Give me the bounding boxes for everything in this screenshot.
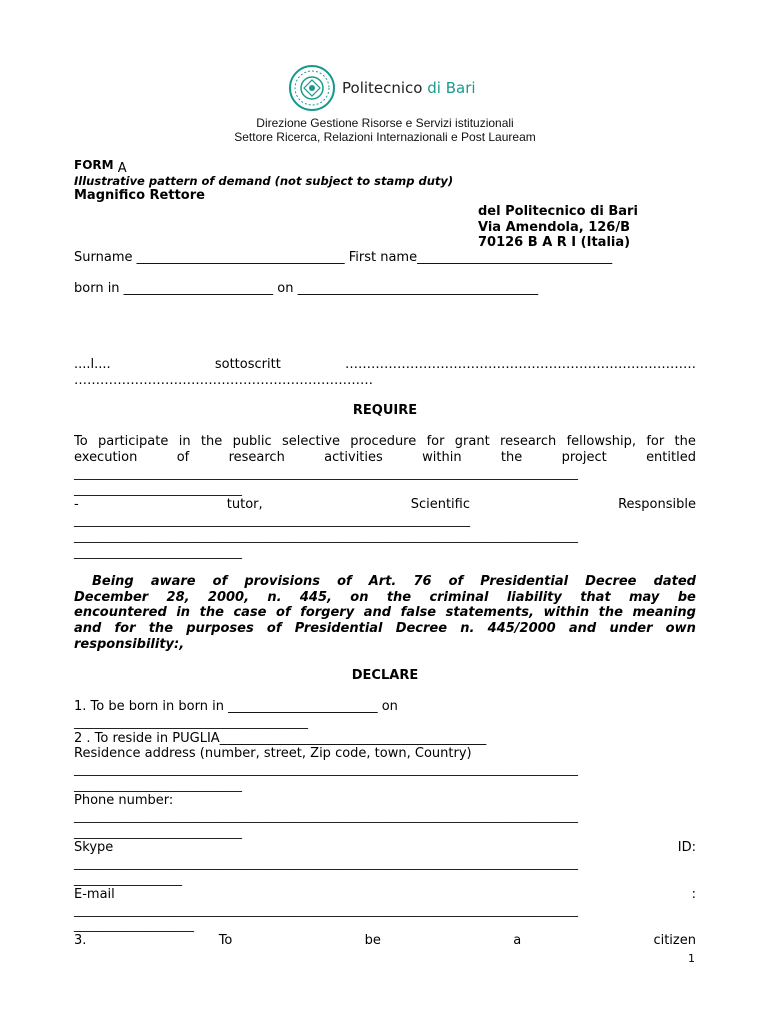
email-field-2[interactable]: ____________________ bbox=[74, 918, 194, 932]
email-field[interactable]: ____________________________________________________________________________________ bbox=[74, 903, 578, 917]
responsible-field-2[interactable]: ____________________________ bbox=[74, 545, 242, 559]
responsible-field[interactable]: ____________________________________________________________________________________ bbox=[74, 529, 578, 543]
aware-line-5: responsibility:, bbox=[74, 637, 185, 652]
project-title-field-2[interactable]: ____________________________ bbox=[74, 482, 242, 496]
residence-field[interactable]: ____________________________________________________________________________________ bbox=[74, 762, 578, 776]
form-label: FORM A bbox=[74, 158, 127, 176]
logo-wordmark: Politecnico di Bari bbox=[342, 79, 476, 97]
declare-heading: DECLARE bbox=[351, 668, 419, 683]
declare-item-1-line[interactable]: _______________________________________ bbox=[74, 715, 308, 729]
skype-field-2[interactable]: __________________ bbox=[74, 872, 182, 886]
page-number: 1 bbox=[688, 952, 695, 965]
birthplace-date-field[interactable]: born in _______________________ on _____________________________________ bbox=[74, 281, 539, 296]
address-line-3: 70126 B A R I (Italia) bbox=[478, 235, 631, 250]
aware-line-2: December 28, 2000, n. 445, on the criminal liability that may be bbox=[74, 590, 696, 605]
form-subtitle: Illustrative pattern of demand (not subject to stamp duty) bbox=[74, 174, 454, 188]
address-line-2: Via Amendola, 126/B bbox=[478, 220, 630, 235]
skype-row: Skype ID: bbox=[74, 840, 696, 855]
addressee: Magnifico Rettore bbox=[74, 188, 205, 203]
signer-line-2[interactable]: …………………………………………………………… bbox=[74, 373, 373, 388]
signer-line[interactable]: ....l.... sottoscritt ……………………………………………………………………… bbox=[74, 357, 696, 372]
residence-label: Residence address (number, street, Zip code, town, Country) bbox=[74, 746, 472, 761]
aware-line-4: and for the purposes of Presidential Decree n. 445/2000 and under own bbox=[74, 621, 696, 636]
require-paragraph-line-1: To participate in the public selective procedure for grant research fellowship, for the bbox=[74, 434, 696, 449]
university-logo bbox=[288, 64, 476, 112]
declare-item-2[interactable]: 2 . To reside in PUGLIA_________________________________________ bbox=[74, 731, 487, 746]
politecnico-seal-icon bbox=[288, 64, 336, 112]
skype-field[interactable]: ____________________________________________________________________________________ bbox=[74, 856, 578, 870]
phone-field[interactable]: ____________________________________________________________________________________ bbox=[74, 809, 578, 823]
project-title-field[interactable]: ____________________________________________________________________________________ bbox=[74, 466, 578, 480]
surname-firstname-field[interactable]: Surname ________________________________ First name______________________________ bbox=[74, 250, 613, 265]
email-row: E-mail : bbox=[74, 887, 696, 902]
declare-item-1[interactable]: 1. To be born in born in _______________________ on bbox=[74, 699, 398, 714]
aware-line-3: encountered in the case of forgery and false statements, within the meaning bbox=[74, 605, 696, 620]
residence-field-2[interactable]: ____________________________ bbox=[74, 778, 242, 792]
aware-line-1: Being aware of provisions of Art. 76 of Presidential Decree dated bbox=[92, 574, 696, 589]
address-line-1: del Politecnico di Bari bbox=[478, 204, 638, 219]
tutor-field[interactable]: __________________________________________________________________ bbox=[74, 513, 470, 527]
require-paragraph-line-2: execution of research activities within the project entitled bbox=[74, 450, 696, 465]
phone-label: Phone number: bbox=[74, 793, 174, 808]
declare-item-3: 3. To be a citizen bbox=[74, 933, 696, 948]
phone-field-2[interactable]: ____________________________ bbox=[74, 825, 242, 839]
department-line-2: Settore Ricerca, Relazioni Internazionali e Post Lauream bbox=[234, 130, 536, 144]
require-heading: REQUIRE bbox=[352, 403, 418, 418]
tutor-line: - tutor, Scientific Responsible bbox=[74, 497, 696, 512]
department-line-1: Direzione Gestione Risorse e Servizi istituzionali bbox=[256, 116, 514, 130]
